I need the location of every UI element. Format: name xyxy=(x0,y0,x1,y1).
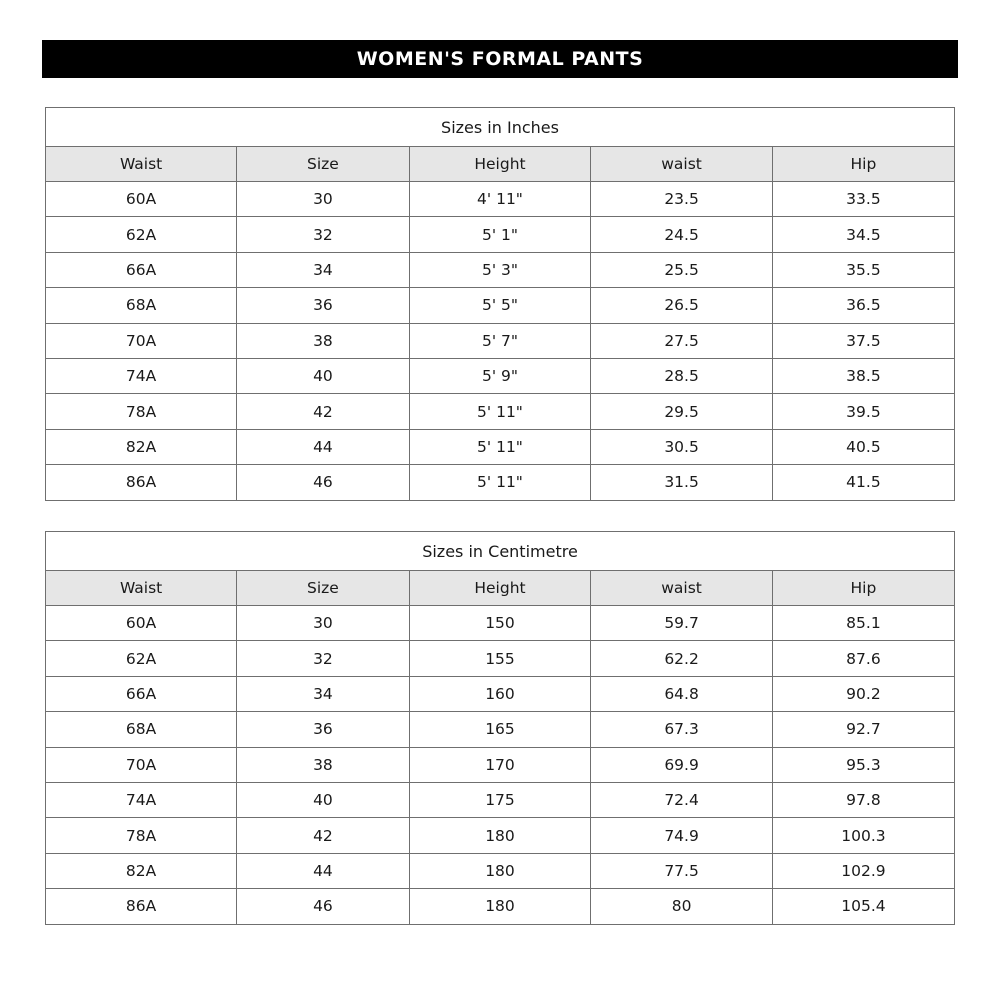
cell-height: 5' 11" xyxy=(409,429,591,464)
table-row xyxy=(46,641,954,676)
table-row xyxy=(46,182,954,217)
cell-hip: 85.1 xyxy=(772,606,954,641)
cell-hip: 102.9 xyxy=(772,853,954,888)
table-row xyxy=(46,358,954,393)
cell-size: 46 xyxy=(237,889,410,924)
table-header-row xyxy=(46,147,954,182)
cell-size: 46 xyxy=(237,465,410,500)
cell-hip: 40.5 xyxy=(772,429,954,464)
cell-waist: 77.5 xyxy=(591,853,773,888)
cell-waist-size: 60A xyxy=(46,182,237,217)
cell-waist: 31.5 xyxy=(591,465,773,500)
cell-size: 44 xyxy=(237,853,410,888)
column-header-waist: waist xyxy=(591,571,773,606)
column-header-size: Size xyxy=(237,147,410,182)
table-grid xyxy=(46,108,954,500)
table-row xyxy=(46,252,954,287)
cell-waist-size: 74A xyxy=(46,358,237,393)
cell-waist: 59.7 xyxy=(591,606,773,641)
cell-height: 180 xyxy=(409,818,591,853)
cell-hip: 97.8 xyxy=(772,782,954,817)
cell-waist: 24.5 xyxy=(591,217,773,252)
table-row xyxy=(46,429,954,464)
page-title: WOMEN'S FORMAL PANTS xyxy=(356,47,644,70)
cell-waist-size: 78A xyxy=(46,394,237,429)
cell-waist: 27.5 xyxy=(591,323,773,358)
cell-hip: 95.3 xyxy=(772,747,954,782)
cell-size: 34 xyxy=(237,252,410,287)
column-header-hip: Hip xyxy=(772,571,954,606)
table-row xyxy=(46,818,954,853)
cell-hip: 37.5 xyxy=(772,323,954,358)
cell-hip: 105.4 xyxy=(772,889,954,924)
cell-waist: 74.9 xyxy=(591,818,773,853)
column-header-waist: waist xyxy=(591,147,773,182)
size-table-centimetre xyxy=(45,531,955,925)
cell-height: 180 xyxy=(409,889,591,924)
cell-size: 30 xyxy=(237,606,410,641)
table-row xyxy=(46,323,954,358)
cell-size: 38 xyxy=(237,747,410,782)
cell-size: 44 xyxy=(237,429,410,464)
cell-waist-size: 66A xyxy=(46,252,237,287)
table-row xyxy=(46,465,954,500)
cell-hip: 41.5 xyxy=(772,465,954,500)
cell-waist: 28.5 xyxy=(591,358,773,393)
cell-size: 40 xyxy=(237,358,410,393)
cell-waist: 67.3 xyxy=(591,712,773,747)
table-row xyxy=(46,288,954,323)
cell-hip: 39.5 xyxy=(772,394,954,429)
table-row xyxy=(46,394,954,429)
column-header-height: Height xyxy=(409,571,591,606)
cell-hip: 34.5 xyxy=(772,217,954,252)
cell-waist-size: 62A xyxy=(46,217,237,252)
cell-height: 155 xyxy=(409,641,591,676)
size-table-inches xyxy=(45,107,955,501)
cell-waist: 30.5 xyxy=(591,429,773,464)
cell-size: 30 xyxy=(237,182,410,217)
cell-size: 38 xyxy=(237,323,410,358)
cell-waist: 25.5 xyxy=(591,252,773,287)
cell-hip: 38.5 xyxy=(772,358,954,393)
page-title-banner xyxy=(42,40,958,78)
column-header-size: Size xyxy=(237,571,410,606)
table-row xyxy=(46,853,954,888)
cell-hip: 36.5 xyxy=(772,288,954,323)
table-row xyxy=(46,712,954,747)
cell-waist-size: 68A xyxy=(46,712,237,747)
table-row xyxy=(46,606,954,641)
cell-height: 5' 7" xyxy=(409,323,591,358)
cell-size: 42 xyxy=(237,394,410,429)
cell-waist-size: 86A xyxy=(46,889,237,924)
cell-waist: 29.5 xyxy=(591,394,773,429)
cell-waist-size: 70A xyxy=(46,323,237,358)
column-header-hip: Hip xyxy=(772,147,954,182)
cell-size: 42 xyxy=(237,818,410,853)
cell-height: 5' 11" xyxy=(409,394,591,429)
cell-height: 175 xyxy=(409,782,591,817)
table-caption-row xyxy=(46,532,954,571)
cell-waist: 69.9 xyxy=(591,747,773,782)
table-row xyxy=(46,747,954,782)
column-header-height: Height xyxy=(409,147,591,182)
cell-height: 165 xyxy=(409,712,591,747)
cell-hip: 35.5 xyxy=(772,252,954,287)
cell-height: 5' 11" xyxy=(409,465,591,500)
table-row xyxy=(46,782,954,817)
cell-waist-size: 70A xyxy=(46,747,237,782)
cell-waist-size: 60A xyxy=(46,606,237,641)
cell-hip: 100.3 xyxy=(772,818,954,853)
column-header-waist-size: Waist xyxy=(46,147,237,182)
cell-waist-size: 82A xyxy=(46,853,237,888)
cell-size: 32 xyxy=(237,641,410,676)
cell-waist-size: 66A xyxy=(46,676,237,711)
cell-height: 170 xyxy=(409,747,591,782)
cell-height: 4' 11" xyxy=(409,182,591,217)
column-header-waist-size: Waist xyxy=(46,571,237,606)
cell-height: 160 xyxy=(409,676,591,711)
cell-waist-size: 82A xyxy=(46,429,237,464)
cell-size: 40 xyxy=(237,782,410,817)
cell-hip: 87.6 xyxy=(772,641,954,676)
cell-waist-size: 68A xyxy=(46,288,237,323)
cell-waist: 80 xyxy=(591,889,773,924)
table-caption: Sizes in Inches xyxy=(46,108,954,147)
cell-height: 5' 9" xyxy=(409,358,591,393)
cell-waist-size: 78A xyxy=(46,818,237,853)
cell-waist: 64.8 xyxy=(591,676,773,711)
cell-size: 36 xyxy=(237,712,410,747)
table-row xyxy=(46,217,954,252)
cell-hip: 90.2 xyxy=(772,676,954,711)
cell-hip: 92.7 xyxy=(772,712,954,747)
table-grid xyxy=(46,532,954,924)
cell-waist: 26.5 xyxy=(591,288,773,323)
table-body-inches xyxy=(46,108,954,500)
cell-size: 36 xyxy=(237,288,410,323)
cell-height: 150 xyxy=(409,606,591,641)
cell-waist: 72.4 xyxy=(591,782,773,817)
table-caption-row xyxy=(46,108,954,147)
table-row xyxy=(46,676,954,711)
cell-height: 5' 3" xyxy=(409,252,591,287)
cell-height: 180 xyxy=(409,853,591,888)
table-caption: Sizes in Centimetre xyxy=(46,532,954,571)
table-body-centimetre xyxy=(46,532,954,924)
cell-waist: 62.2 xyxy=(591,641,773,676)
table-header-row xyxy=(46,571,954,606)
cell-height: 5' 1" xyxy=(409,217,591,252)
table-row xyxy=(46,889,954,924)
cell-size: 32 xyxy=(237,217,410,252)
cell-waist: 23.5 xyxy=(591,182,773,217)
cell-waist-size: 74A xyxy=(46,782,237,817)
cell-hip: 33.5 xyxy=(772,182,954,217)
cell-waist-size: 86A xyxy=(46,465,237,500)
cell-height: 5' 5" xyxy=(409,288,591,323)
cell-size: 34 xyxy=(237,676,410,711)
cell-waist-size: 62A xyxy=(46,641,237,676)
